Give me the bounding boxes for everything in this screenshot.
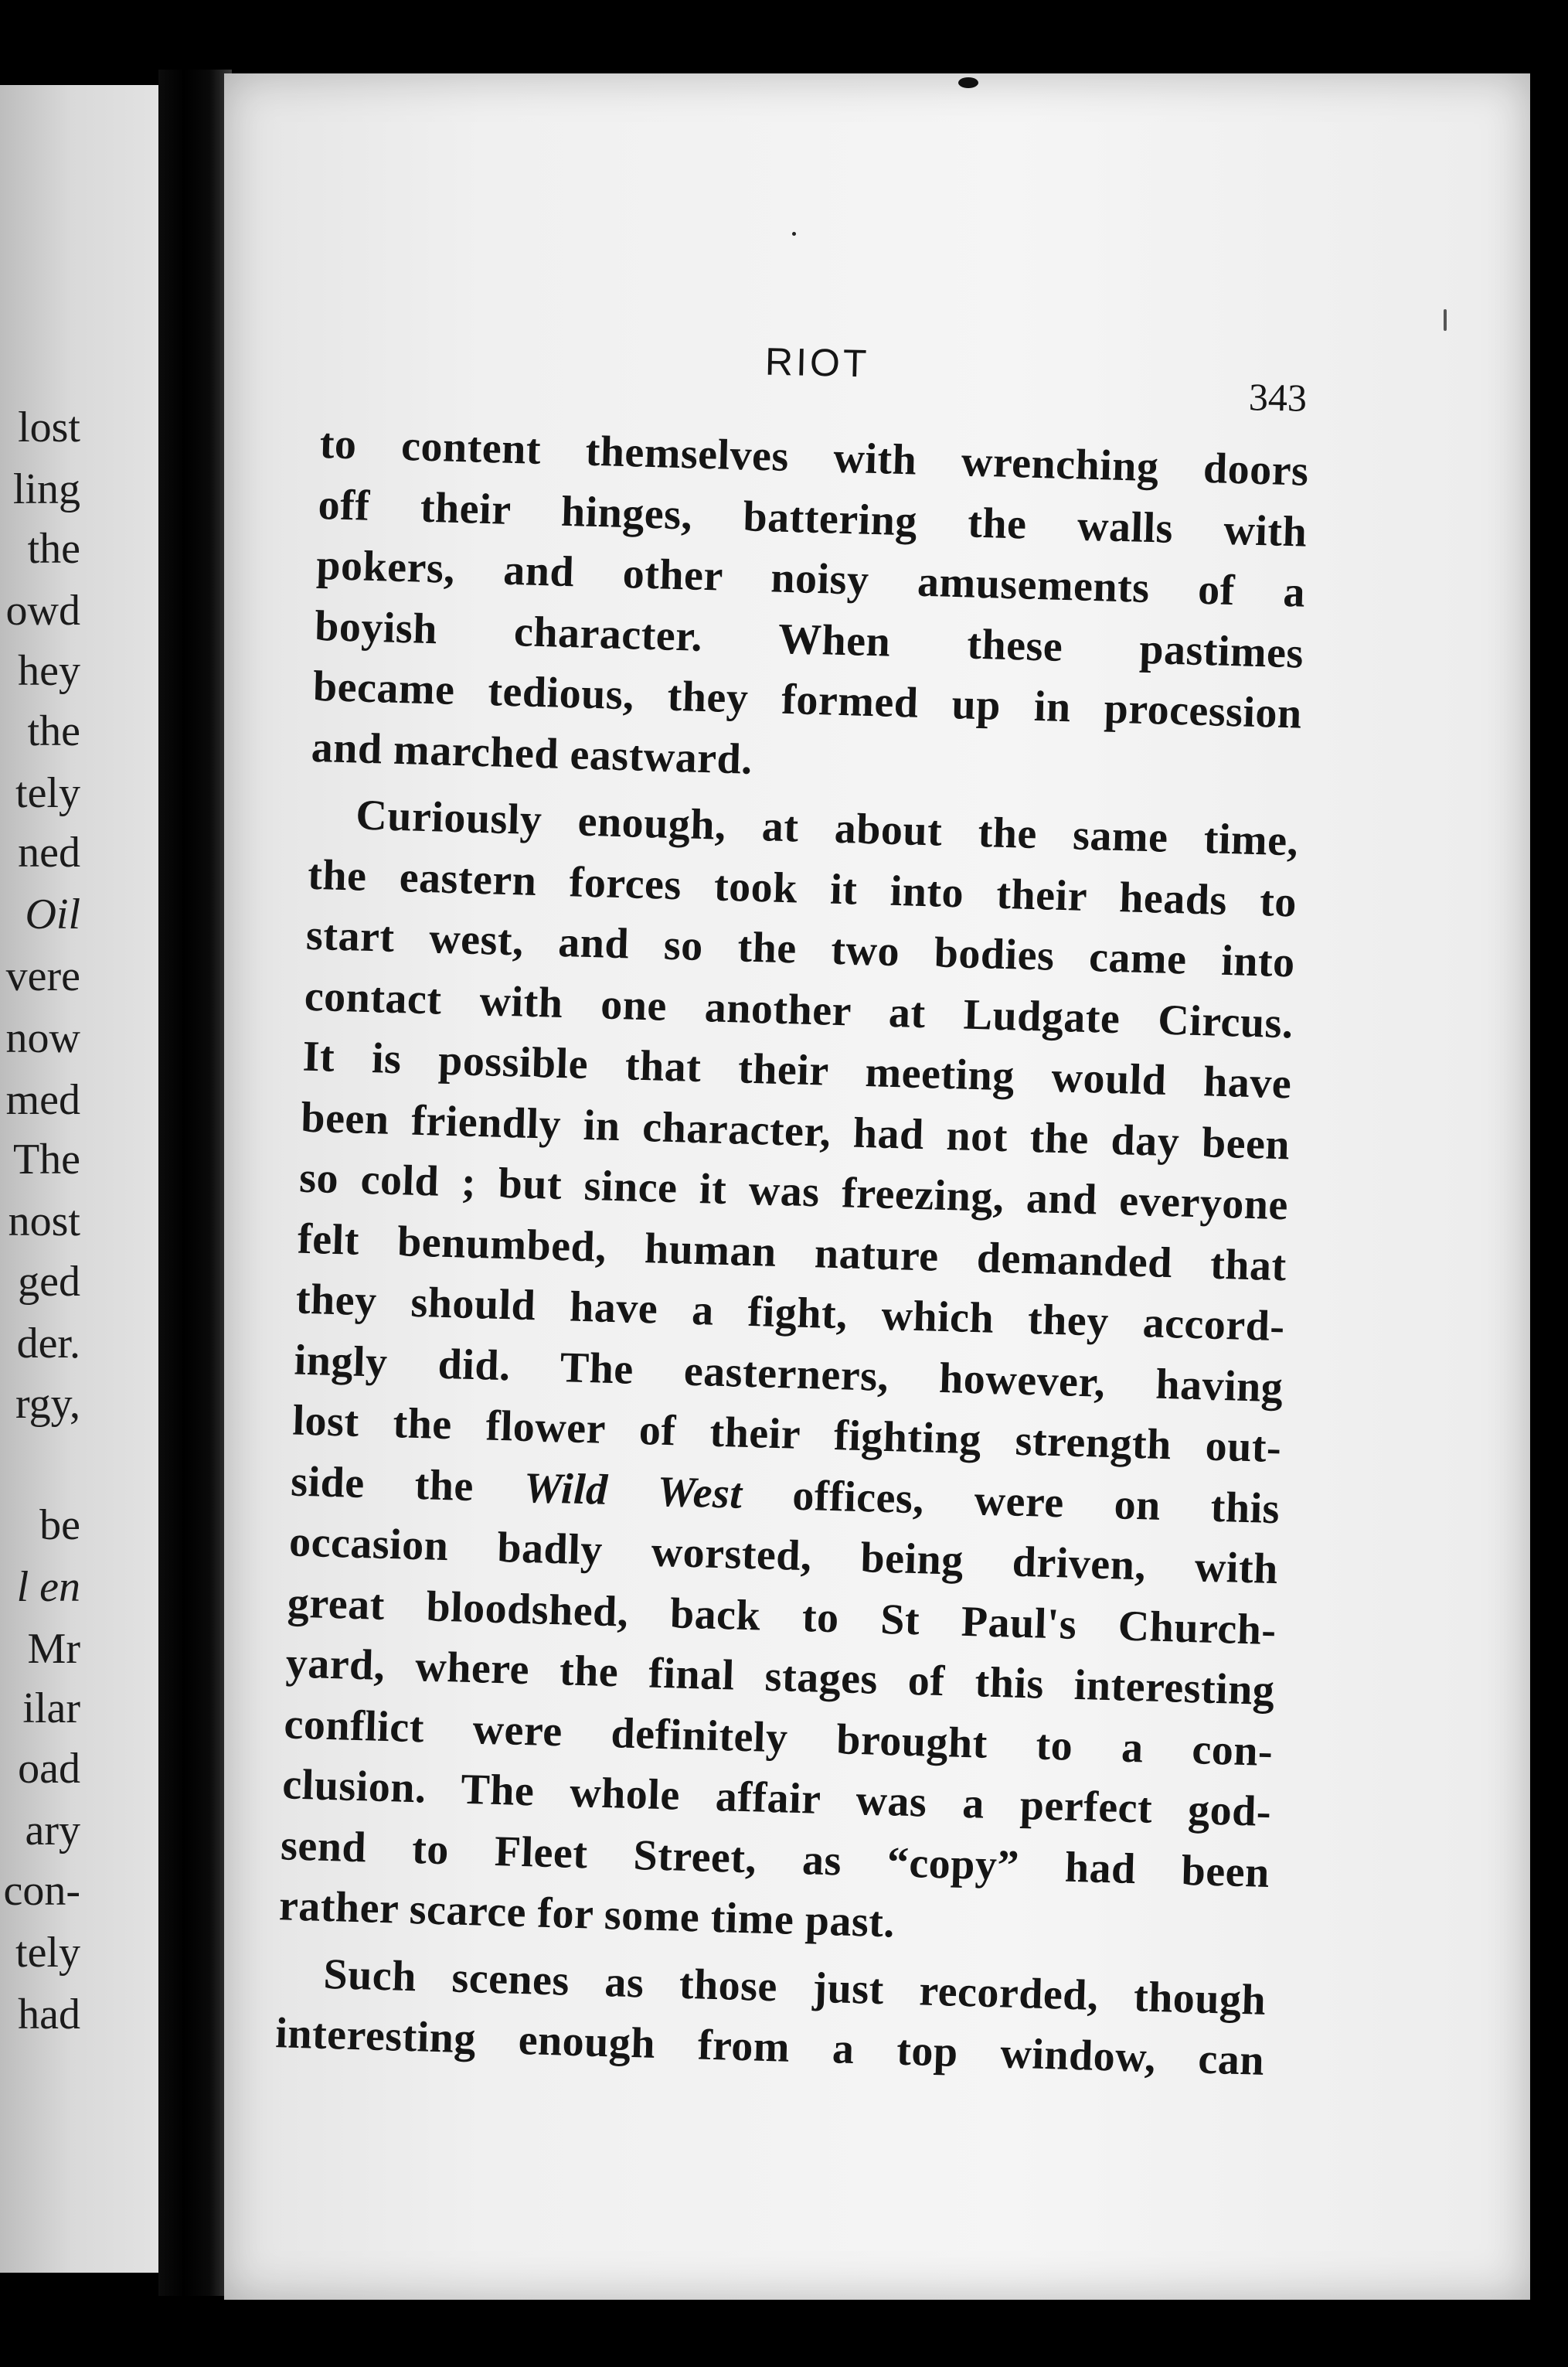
facing-page-line: now: [5, 1014, 80, 1062]
text-line: Such scenes as those just recorded, though: [322, 1950, 1267, 2025]
italic-title: Wild West: [523, 1463, 743, 1518]
text-segment: side the: [290, 1456, 525, 1512]
text-line: Curiously enough, at about the same time,: [355, 791, 1299, 866]
facing-page-line: ilar: [22, 1684, 80, 1732]
facing-page-line: tely: [15, 1929, 80, 1977]
facing-page-line: ged: [18, 1258, 80, 1306]
text-line: send to Fleet Street, as “copy” had been: [280, 1820, 1270, 1897]
text-line: boyish character. When these pastimes: [314, 601, 1304, 678]
facing-page-line: con-: [3, 1867, 80, 1915]
facing-page-line: hey: [18, 647, 80, 695]
text-line: interesting enough from a top window, can: [274, 2009, 1265, 2085]
text-line: occasion badly worsted, being driven, with: [288, 1517, 1279, 1594]
text-line: yard, where the final stages of this interesting: [284, 1639, 1276, 1715]
text-line: the eastern forces took it into their heads to: [307, 850, 1298, 926]
text-line: great bloodshed, back to St Paul's Church-: [287, 1578, 1277, 1654]
facing-page-line: der.: [16, 1320, 80, 1367]
facing-page-line: tely: [15, 769, 80, 817]
text-line: conflict were definitely brought to a con-: [283, 1699, 1274, 1776]
text-line: start west, and so the two bodies came into: [305, 911, 1296, 987]
ink-speck: [1444, 309, 1447, 331]
facing-page-line: Mr: [27, 1625, 80, 1673]
facing-page-line: med: [5, 1076, 80, 1124]
facing-page-line: oad: [18, 1745, 80, 1793]
ink-speck: [792, 232, 796, 236]
text-line: felt benumbed, human nature demanded that: [297, 1214, 1287, 1290]
facing-page-line: l en: [16, 1563, 80, 1611]
book-gutter-shadow: [158, 70, 232, 2296]
facing-page-line: the: [27, 525, 80, 573]
facing-page: [0, 85, 178, 2273]
facing-page-line: rgy,: [15, 1380, 80, 1428]
ink-speck: [958, 77, 978, 88]
text-line: and marched eastward.: [311, 723, 753, 784]
text-line: It is possible that their meeting would have: [301, 1032, 1293, 1109]
facing-page-line: the: [27, 707, 80, 755]
text-line: rather scarce for some time past.: [278, 1882, 896, 1947]
running-head: RIOT: [764, 339, 871, 386]
facing-page-line: owd: [5, 587, 80, 635]
text-line: they should have a fight, which they accord-: [295, 1275, 1286, 1351]
text-line: pokers, and other noisy amusements of a: [315, 540, 1306, 617]
page-number: 343: [1248, 375, 1308, 420]
facing-page-line: Oil: [25, 891, 80, 938]
text-line: contact with one another at Ludgate Circus.: [304, 972, 1294, 1047]
text-line: clusion. The whole affair was a perfect god-: [281, 1760, 1272, 1837]
facing-page-line: ary: [25, 1807, 80, 1854]
facing-page-line: ling: [12, 465, 80, 513]
text-line: to content themselves with wrenching doors: [319, 419, 1310, 496]
text-line: lost the flower of their fighting strength out-: [291, 1396, 1282, 1473]
facing-page-line: ned: [18, 829, 80, 877]
body-text: [274, 414, 1309, 2091]
facing-page-line: vere: [5, 952, 80, 1000]
text-line: ingly did. The easterners, however, having: [293, 1336, 1284, 1412]
facing-page-line: had: [18, 1991, 80, 2038]
facing-page-line: The: [12, 1136, 80, 1184]
text-line: off their hinges, battering the walls with: [317, 480, 1308, 557]
text-segment: offices, were on this: [741, 1470, 1281, 1533]
facing-page-line: be: [39, 1501, 80, 1549]
text-line: became tedious, they formed up in procession: [312, 662, 1303, 738]
facing-page-line: lost: [18, 404, 80, 451]
facing-page-line: nost: [8, 1197, 80, 1245]
text-line: so cold ; but since it was freezing, and everyone: [298, 1153, 1289, 1230]
text-line: been friendly in character, had not the day been: [300, 1093, 1291, 1169]
